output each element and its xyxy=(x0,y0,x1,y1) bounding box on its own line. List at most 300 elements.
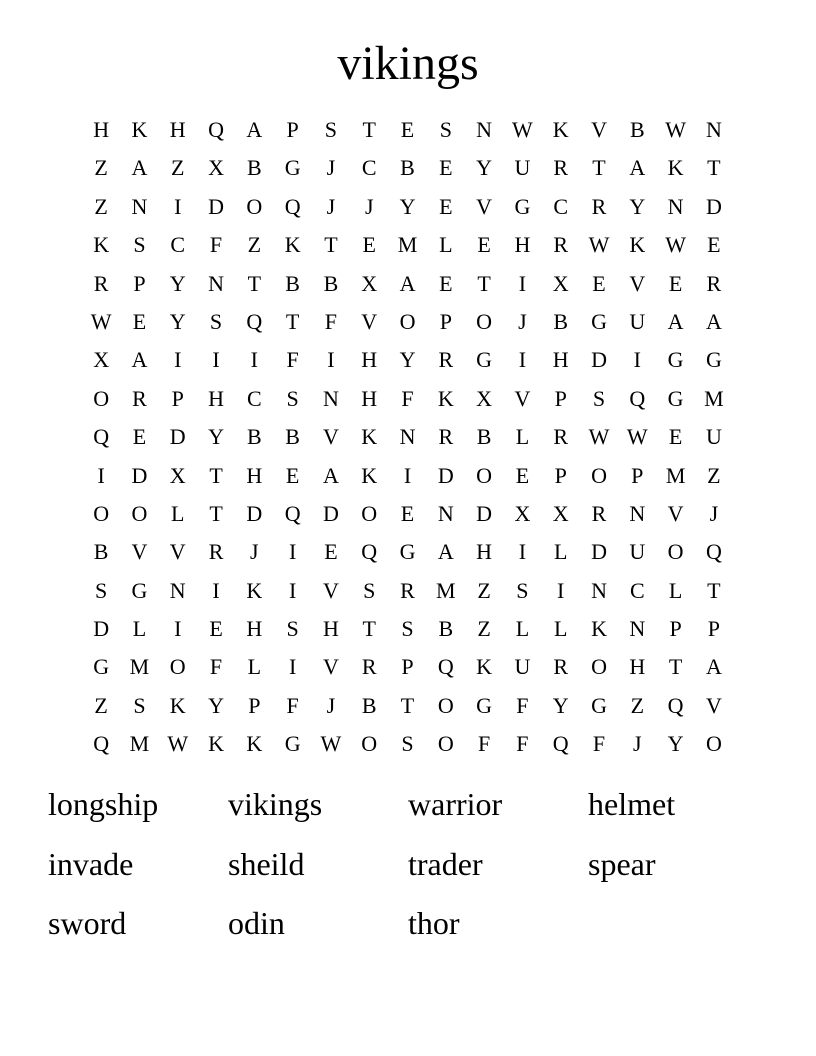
grid-letter: I xyxy=(518,270,527,296)
grid-letter: Y xyxy=(399,347,416,373)
grid-letter: Z xyxy=(94,193,108,219)
grid-letter: Q xyxy=(284,500,301,526)
grid-letter: Y xyxy=(169,308,186,334)
grid-letter: Q xyxy=(705,539,722,565)
grid-letter: P xyxy=(707,616,721,642)
grid-letter: O xyxy=(361,500,378,526)
grid-letter: E xyxy=(132,308,147,334)
grid-letter: K xyxy=(284,232,301,258)
grid-row xyxy=(82,341,733,379)
grid-row xyxy=(82,265,733,303)
grid-letter: F xyxy=(209,232,223,258)
grid-letter: B xyxy=(323,270,339,296)
grid-letter: R xyxy=(553,155,569,181)
grid-letter: I xyxy=(518,347,527,373)
grid-letter: T xyxy=(592,155,606,181)
grid-letter: J xyxy=(326,155,336,181)
grid-row xyxy=(82,303,733,341)
grid-letter: Q xyxy=(208,117,224,142)
grid-letter: O xyxy=(169,654,186,680)
grid-letter: M xyxy=(129,731,150,757)
grid-letter: H xyxy=(208,385,224,411)
grid-letter: D xyxy=(322,500,339,526)
grid-letter: B xyxy=(476,424,492,450)
grid-letter: F xyxy=(516,731,529,757)
grid-letter: S xyxy=(324,117,338,142)
grid-letter: J xyxy=(250,539,259,565)
search-word: thor xyxy=(408,905,460,941)
grid-letter: F xyxy=(286,692,299,718)
grid-letter: Y xyxy=(208,692,224,718)
grid-letter: T xyxy=(209,500,223,526)
grid-letter: G xyxy=(476,692,493,718)
grid-letter: V xyxy=(591,117,607,142)
grid-letter: U xyxy=(514,654,531,680)
grid-letter: V xyxy=(169,539,186,565)
grid-letter: Z xyxy=(94,692,108,718)
grid-letter: S xyxy=(592,385,606,411)
grid-letter: R xyxy=(553,232,569,258)
grid-letter: J xyxy=(364,193,374,219)
grid-letter: P xyxy=(554,385,567,411)
grid-letter: F xyxy=(209,654,223,680)
grid-letter: A xyxy=(705,308,722,334)
search-word: spear xyxy=(588,845,656,882)
grid-letter: P xyxy=(401,654,414,680)
grid-letter: P xyxy=(669,616,682,642)
grid-letter: L xyxy=(439,232,453,258)
grid-letter: A xyxy=(322,462,339,488)
grid-letter: L xyxy=(668,577,683,603)
grid-letter: X xyxy=(514,500,531,526)
grid-letter: T xyxy=(247,270,262,296)
grid-letter: D xyxy=(437,462,454,488)
search-word: helmet xyxy=(588,786,676,822)
grid-letter: Q xyxy=(284,193,301,219)
grid-letter: Y xyxy=(169,270,186,296)
grid-letter: G xyxy=(476,347,493,373)
grid-row xyxy=(82,533,733,571)
grid-letter: L xyxy=(515,616,530,642)
grid-letter: D xyxy=(705,193,722,219)
grid-letter: I xyxy=(97,462,105,488)
grid-letter: Q xyxy=(93,731,110,757)
grid-letter: Z xyxy=(477,616,491,642)
search-word: odin xyxy=(228,905,285,941)
grid-letter: K xyxy=(552,117,569,142)
grid-letter: T xyxy=(362,616,376,642)
grid-letter: M xyxy=(397,232,418,258)
grid-letter: B xyxy=(93,539,109,565)
grid-letter: A xyxy=(667,308,684,334)
grid-letter: K xyxy=(246,577,263,603)
grid-letter: N xyxy=(591,577,607,603)
grid-letter: W xyxy=(588,232,610,258)
grid-letter: K xyxy=(169,692,186,718)
grid-letter: E xyxy=(515,462,530,488)
grid-letter: E xyxy=(477,232,491,258)
grid-letter: V xyxy=(705,692,722,718)
grid-letter: N xyxy=(399,424,416,450)
grid-letter: R xyxy=(438,347,454,373)
grid-letter: R xyxy=(93,270,109,296)
grid-letter: H xyxy=(552,347,569,373)
grid-letter: I xyxy=(212,577,220,603)
grid-letter: B xyxy=(361,692,377,718)
grid-letter: W xyxy=(167,731,189,757)
grid-letter: O xyxy=(246,193,263,219)
grid-letter: N xyxy=(169,577,186,603)
grid-letter: V xyxy=(322,424,339,450)
grid-letter: I xyxy=(633,347,641,373)
search-word: warrior xyxy=(408,786,503,822)
grid-letter: I xyxy=(403,462,412,488)
grid-letter: B xyxy=(285,424,300,450)
grid-letter: I xyxy=(174,193,182,219)
grid-letter: H xyxy=(93,117,110,142)
grid-letter: D xyxy=(169,424,186,450)
grid-letter: P xyxy=(248,692,261,718)
grid-letter: X xyxy=(93,347,110,373)
grid-letter: O xyxy=(705,731,722,757)
grid-letter: J xyxy=(326,193,336,219)
grid-letter: R xyxy=(706,270,722,296)
grid-letter: L xyxy=(553,539,568,565)
grid-letter: K xyxy=(361,424,378,450)
grid-letter: K xyxy=(437,385,454,411)
grid-letter: H xyxy=(246,616,263,642)
grid-letter: Q xyxy=(667,692,684,718)
grid-letter: Z xyxy=(477,577,491,603)
letter-grid xyxy=(82,111,733,764)
grid-letter: A xyxy=(437,539,454,565)
grid-letter: T xyxy=(400,692,415,718)
grid-row xyxy=(82,111,733,149)
grid-letter: N xyxy=(705,117,722,142)
grid-letter: P xyxy=(286,117,299,142)
grid-letter: B xyxy=(553,308,569,334)
grid-letter: F xyxy=(592,731,606,757)
grid-letter: A xyxy=(131,155,148,181)
grid-letter: Q xyxy=(361,539,378,565)
grid-letter: O xyxy=(93,385,110,411)
grid-letter: V xyxy=(322,577,339,603)
grid-letter: Y xyxy=(552,692,569,718)
search-word: invade xyxy=(48,845,134,882)
grid-letter: R xyxy=(208,539,224,565)
grid-letter: R xyxy=(132,385,147,411)
grid-letter: K xyxy=(667,155,684,181)
grid-letter: O xyxy=(399,308,416,334)
word-list-row xyxy=(48,778,768,838)
grid-letter: O xyxy=(437,731,454,757)
grid-letter: S xyxy=(363,577,376,603)
grid-letter: V xyxy=(322,654,339,680)
grid-row xyxy=(82,226,733,264)
grid-letter: K xyxy=(246,731,263,757)
grid-letter: D xyxy=(93,616,110,642)
grid-letter: X xyxy=(208,155,224,181)
grid-letter: C xyxy=(170,232,186,258)
grid-letter: K xyxy=(629,232,646,258)
grid-letter: I xyxy=(288,654,297,680)
grid-letter: D xyxy=(591,539,607,565)
grid-letter: C xyxy=(553,193,569,219)
grid-letter: B xyxy=(629,117,645,142)
grid-letter: E xyxy=(668,270,683,296)
grid-letter: V xyxy=(476,193,493,219)
grid-letter: N xyxy=(629,500,646,526)
grid-letter: V xyxy=(361,308,378,334)
grid-letter: R xyxy=(553,424,569,450)
grid-letter: Z xyxy=(94,155,108,181)
grid-letter: L xyxy=(515,424,530,450)
grid-letter: E xyxy=(209,616,223,642)
search-word: longship xyxy=(48,786,159,822)
grid-letter: V xyxy=(667,500,684,526)
grid-letter: H xyxy=(169,117,186,142)
grid-letter: I xyxy=(327,347,335,373)
grid-letter: N xyxy=(322,385,339,411)
grid-letter: G xyxy=(705,347,722,373)
grid-letter: J xyxy=(709,500,719,526)
grid-letter: G xyxy=(284,155,301,181)
grid-letter: R xyxy=(361,654,377,680)
grid-letter: E xyxy=(400,117,415,142)
grid-letter: P xyxy=(171,385,184,411)
grid-letter: T xyxy=(285,308,300,334)
grid-letter: N xyxy=(437,500,454,526)
grid-row xyxy=(82,610,733,648)
grid-letter: U xyxy=(629,308,646,334)
grid-letter: Y xyxy=(667,731,684,757)
grid-letter: O xyxy=(667,539,684,565)
grid-letter: L xyxy=(171,500,185,526)
grid-letter: G xyxy=(399,539,416,565)
grid-letter: J xyxy=(326,692,336,718)
grid-letter: K xyxy=(591,616,607,642)
grid-letter: Y xyxy=(208,424,224,450)
grid-letter: S xyxy=(401,731,414,757)
grid-letter: G xyxy=(591,308,607,334)
grid-letter: O xyxy=(131,500,148,526)
grid-letter: E xyxy=(285,462,300,488)
grid-letter: R xyxy=(400,577,415,603)
grid-letter: N xyxy=(629,616,646,642)
grid-letter: H xyxy=(361,347,378,373)
grid-letter: L xyxy=(132,616,147,642)
grid-letter: A xyxy=(131,347,148,373)
search-word: vikings xyxy=(228,786,323,822)
grid-letter: M xyxy=(436,577,456,603)
grid-letter: T xyxy=(707,577,721,603)
grid-letter: H xyxy=(629,654,646,680)
grid-letter: T xyxy=(707,155,721,181)
grid-letter: I xyxy=(288,539,297,565)
grid-letter: M xyxy=(129,654,150,680)
grid-letter: F xyxy=(516,692,529,718)
grid-letter: N xyxy=(476,117,493,142)
grid-letter: I xyxy=(250,347,258,373)
grid-letter: D xyxy=(591,347,607,373)
grid-letter: W xyxy=(90,308,112,334)
grid-row xyxy=(82,149,733,187)
grid-letter: J xyxy=(633,731,642,757)
grid-letter: S xyxy=(209,308,223,334)
grid-letter: G xyxy=(667,385,684,411)
grid-letter: P xyxy=(631,462,644,488)
grid-letter: X xyxy=(552,500,569,526)
grid-letter: O xyxy=(591,462,607,488)
grid-letter: E xyxy=(324,539,338,565)
grid-letter: T xyxy=(362,117,376,142)
grid-letter: G xyxy=(284,731,301,757)
grid-letter: Z xyxy=(707,462,721,488)
grid-letter: Q xyxy=(552,731,569,757)
page-title: vikings xyxy=(337,37,479,90)
grid-letter: Z xyxy=(171,155,185,181)
grid-letter: F xyxy=(324,308,338,334)
grid-letter: I xyxy=(174,616,182,642)
grid-letter: S xyxy=(133,692,146,718)
grid-letter: X xyxy=(476,385,493,411)
grid-letter: V xyxy=(131,539,148,565)
word-list-row xyxy=(48,838,768,898)
grid-letter: M xyxy=(665,462,686,488)
grid-row xyxy=(82,418,733,456)
grid-letter: O xyxy=(361,731,378,757)
grid-letter: G xyxy=(667,347,684,373)
grid-letter: C xyxy=(246,385,262,411)
grid-letter: G xyxy=(514,193,531,219)
grid-letter: A xyxy=(629,155,646,181)
grid-letter: K xyxy=(476,654,493,680)
grid-letter: E xyxy=(439,193,453,219)
grid-letter: B xyxy=(438,616,454,642)
grid-letter: S xyxy=(516,577,529,603)
grid-letter: M xyxy=(704,385,724,411)
grid-letter: H xyxy=(514,232,531,258)
grid-letter: Q xyxy=(437,654,454,680)
grid-letter: B xyxy=(285,270,300,296)
grid-letter: R xyxy=(591,193,607,219)
grid-letter: I xyxy=(174,347,182,373)
grid-row xyxy=(82,725,733,763)
grid-letter: W xyxy=(665,232,686,258)
grid-row xyxy=(82,188,733,226)
grid-letter: R xyxy=(438,424,454,450)
grid-letter: B xyxy=(400,155,415,181)
grid-letter: N xyxy=(667,193,684,219)
grid-letter: U xyxy=(705,424,722,450)
grid-letter: A xyxy=(705,654,722,680)
grid-letter: S xyxy=(95,577,108,603)
grid-letter: H xyxy=(322,616,339,642)
grid-letter: X xyxy=(552,270,569,296)
grid-letter: L xyxy=(247,654,262,680)
grid-letter: E xyxy=(362,232,376,258)
grid-letter: P xyxy=(439,308,452,334)
grid-letter: E xyxy=(707,232,721,258)
grid-row xyxy=(82,495,733,533)
grid-letter: O xyxy=(476,308,493,334)
grid-letter: W xyxy=(320,731,342,757)
grid-letter: D xyxy=(246,500,263,526)
search-word: trader xyxy=(408,845,483,882)
grid-letter: E xyxy=(592,270,606,296)
grid-letter: P xyxy=(554,462,567,488)
grid-letter: D xyxy=(476,500,493,526)
grid-letter: C xyxy=(629,577,645,603)
grid-letter: Y xyxy=(629,193,646,219)
grid-letter: H xyxy=(361,385,378,411)
grid-letter: B xyxy=(246,155,262,181)
grid-letter: C xyxy=(361,155,377,181)
grid-letter: I xyxy=(212,347,220,373)
grid-letter: S xyxy=(439,117,452,142)
word-list xyxy=(48,778,768,957)
grid-letter: I xyxy=(288,577,297,603)
grid-letter: S xyxy=(286,616,299,642)
grid-letter: E xyxy=(132,424,147,450)
grid-letter: S xyxy=(401,616,414,642)
grid-letter: X xyxy=(361,270,378,296)
grid-letter: O xyxy=(437,692,454,718)
grid-letter: W xyxy=(665,117,686,142)
grid-letter: K xyxy=(131,117,148,142)
grid-letter: E xyxy=(439,155,453,181)
grid-letter: H xyxy=(476,539,493,565)
grid-letter: Z xyxy=(630,692,645,718)
grid-letter: A xyxy=(246,117,263,142)
grid-letter: F xyxy=(286,347,299,373)
grid-letter: I xyxy=(557,577,565,603)
grid-letter: S xyxy=(133,232,146,258)
grid-letter: U xyxy=(629,539,646,565)
grid-letter: V xyxy=(514,385,531,411)
grid-row xyxy=(82,457,733,495)
grid-letter: O xyxy=(591,654,607,680)
grid-letter: G xyxy=(131,577,148,603)
grid-letter: Q xyxy=(93,424,110,450)
grid-letter: T xyxy=(209,462,223,488)
grid-letter: A xyxy=(399,270,416,296)
grid-letter: Q xyxy=(246,308,263,334)
grid-letter: I xyxy=(518,539,527,565)
grid-letter: G xyxy=(591,692,607,718)
grid-row xyxy=(82,572,733,610)
grid-letter: Y xyxy=(399,193,416,219)
grid-letter: W xyxy=(512,117,533,142)
search-word: sword xyxy=(48,905,127,941)
grid-letter: R xyxy=(553,654,569,680)
grid-letter: V xyxy=(629,270,646,296)
grid-letter: K xyxy=(93,232,110,258)
grid-letter: T xyxy=(668,654,683,680)
grid-letter: O xyxy=(476,462,493,488)
grid-letter: H xyxy=(246,462,263,488)
grid-letter: O xyxy=(93,500,110,526)
grid-letter: L xyxy=(553,616,568,642)
grid-letter: D xyxy=(208,193,224,219)
grid-letter: T xyxy=(324,232,338,258)
grid-letter: F xyxy=(477,731,491,757)
grid-letter: F xyxy=(401,385,414,411)
grid-letter: U xyxy=(514,155,531,181)
grid-letter: K xyxy=(208,731,224,757)
grid-row xyxy=(82,687,733,725)
grid-letter: E xyxy=(439,270,453,296)
